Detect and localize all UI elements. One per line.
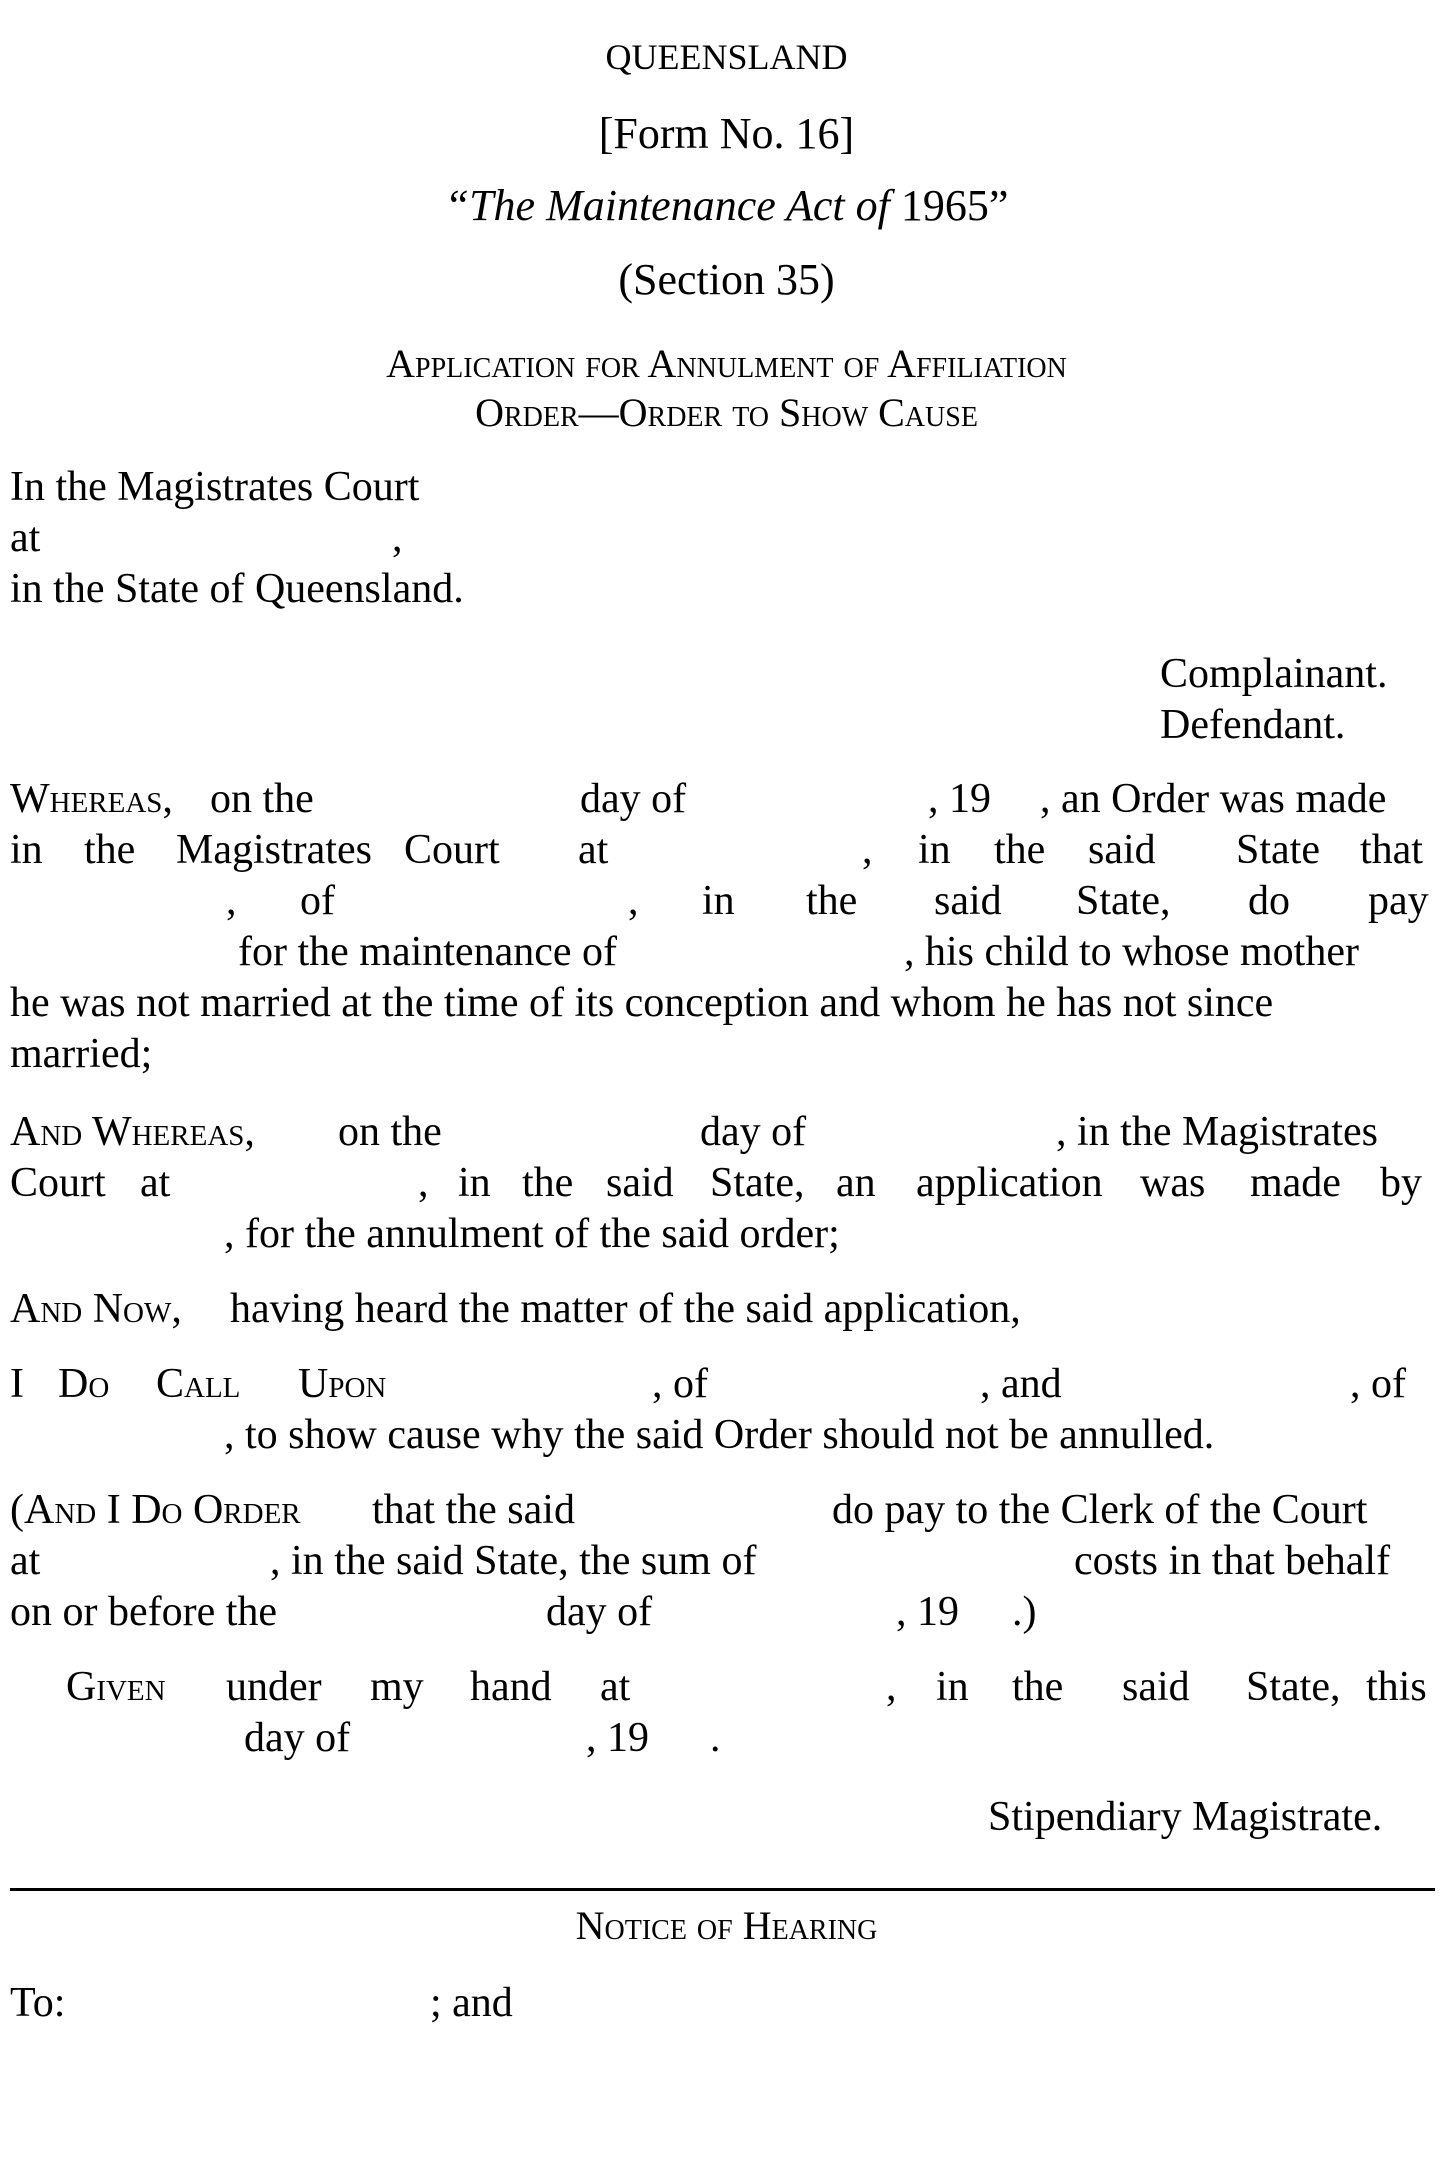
p4-do: Do — [58, 1361, 110, 1407]
p1-text: State, — [1076, 878, 1171, 924]
p1-text: of — [300, 878, 335, 924]
p5-text: .) — [1012, 1589, 1037, 1635]
p1-text: in — [702, 878, 735, 924]
p1-text: pay — [1368, 878, 1429, 924]
form-title-line-1: Application for Annulment of Affiliation — [386, 341, 1067, 386]
p5-text: that the said — [372, 1487, 575, 1533]
p2-text: day of — [700, 1109, 807, 1155]
p4-text: , to show cause why the said Order should not be annulled. — [224, 1412, 1215, 1458]
p5-text: , in the said State, the sum of — [270, 1538, 757, 1584]
p6-given: Given — [66, 1664, 166, 1710]
p1-text: , an Order was made — [1040, 776, 1387, 822]
p6-text: State, — [1246, 1664, 1341, 1710]
p1-text: , his child to whose mother — [904, 929, 1359, 975]
p2-text: in — [458, 1160, 491, 1206]
p1-text: , 19 — [928, 776, 991, 822]
act-title-year: 1965” — [889, 181, 1009, 230]
p1-whereas: Whereas, — [10, 776, 173, 822]
p1-text: said — [934, 878, 1002, 924]
p1-text: he was not married at the time of its conception and whom he has not since — [10, 980, 1274, 1026]
p4-call: Call — [156, 1361, 241, 1407]
p5-and-i-do-order: (And I Do Order — [10, 1487, 301, 1533]
p4-text: , of — [652, 1361, 708, 1407]
p6-text: hand — [470, 1664, 552, 1710]
p5-text: at — [10, 1538, 41, 1584]
p1-text: the — [84, 827, 136, 873]
p5-text: day of — [546, 1589, 653, 1635]
p1-text: in — [10, 827, 43, 873]
court-at-comma: , — [392, 515, 403, 561]
p1-text: Court — [404, 827, 500, 873]
p1-text: in — [918, 827, 951, 873]
p5-text: on or before the — [10, 1589, 278, 1635]
p4-text: , of — [1350, 1361, 1406, 1407]
notice-heading: Notice of Hearing — [575, 1903, 878, 1948]
p2-text: the — [522, 1160, 574, 1206]
p2-text: by — [1380, 1160, 1422, 1206]
p6-text: day of — [244, 1715, 351, 1761]
form-number: [Form No. 16] — [598, 109, 855, 158]
p4-upon: Upon — [298, 1361, 387, 1407]
p6-text: under — [226, 1664, 322, 1710]
p6-text: , — [886, 1664, 897, 1710]
p1-text: for the maintenance of — [238, 929, 617, 975]
p6-text: my — [370, 1664, 424, 1710]
p1-text: the — [806, 878, 858, 924]
p2-text: , in the Magistrates — [1056, 1109, 1378, 1155]
p6-text: in — [936, 1664, 969, 1710]
p6-text: , 19 — [586, 1715, 649, 1761]
p6-text: the — [1012, 1664, 1064, 1710]
form-title-line-2: Order—Order to Show Cause — [475, 390, 978, 435]
court-line-3: in the State of Queensland. — [10, 566, 464, 612]
notice-and: ; and — [430, 1980, 513, 2026]
p4-text: , and — [980, 1361, 1062, 1407]
court-at-label: at — [10, 515, 41, 561]
p2-text: at — [140, 1160, 171, 1206]
p1-text: do — [1248, 878, 1290, 924]
p1-text: the — [994, 827, 1046, 873]
state-heading: QUEENSLAND — [605, 37, 848, 77]
p4-i: I — [10, 1361, 24, 1407]
p1-text: said — [1088, 827, 1156, 873]
p2-text: , — [418, 1160, 429, 1206]
p5-text: do pay to the Clerk of the Court — [832, 1487, 1368, 1533]
p1-text: on the — [210, 776, 314, 822]
act-title — [0, 180, 1453, 231]
p2-text: said — [606, 1160, 674, 1206]
p1-text: day of — [580, 776, 687, 822]
p3-text: having heard the matter of the said application, — [230, 1286, 1021, 1332]
p5-text: , 19 — [896, 1589, 959, 1635]
section-divider — [10, 1888, 1435, 1891]
p6-text: at — [600, 1664, 631, 1710]
p5-text: costs in that behalf — [1074, 1538, 1391, 1584]
p1-text: married; — [10, 1031, 153, 1077]
p2-text: on the — [338, 1109, 442, 1155]
p2-text: State, — [710, 1160, 805, 1206]
p2-text: an — [836, 1160, 876, 1206]
p6-text: said — [1122, 1664, 1190, 1710]
act-title-italic: “The Maintenance Act of — [444, 181, 890, 230]
p1-text: , — [862, 827, 873, 873]
p1-text: , — [226, 878, 237, 924]
section-reference: (Section 35) — [618, 255, 835, 304]
p2-text: , for the annulment of the said order; — [224, 1211, 840, 1257]
p1-text: at — [578, 827, 609, 873]
defendant-label: Defendant. — [1160, 702, 1346, 748]
p1-text: Magistrates — [176, 827, 372, 873]
p1-text: , — [628, 878, 639, 924]
p3-and-now: And Now, — [10, 1286, 182, 1332]
p2-text: application — [916, 1160, 1103, 1206]
p6-text: . — [710, 1715, 721, 1761]
signature-label: Stipendiary Magistrate. — [988, 1794, 1383, 1840]
p6-text: this — [1366, 1664, 1427, 1710]
p2-and-whereas: And Whereas, — [10, 1109, 255, 1155]
p2-text: Court — [10, 1160, 106, 1206]
complainant-label: Complainant. — [1160, 651, 1388, 697]
p2-text: made — [1250, 1160, 1341, 1206]
p2-text: was — [1140, 1160, 1206, 1206]
p1-text: State — [1236, 827, 1320, 873]
p1-text: that — [1360, 827, 1423, 873]
notice-to-label: To: — [10, 1980, 66, 2026]
court-line-1: In the Magistrates Court — [10, 464, 420, 510]
